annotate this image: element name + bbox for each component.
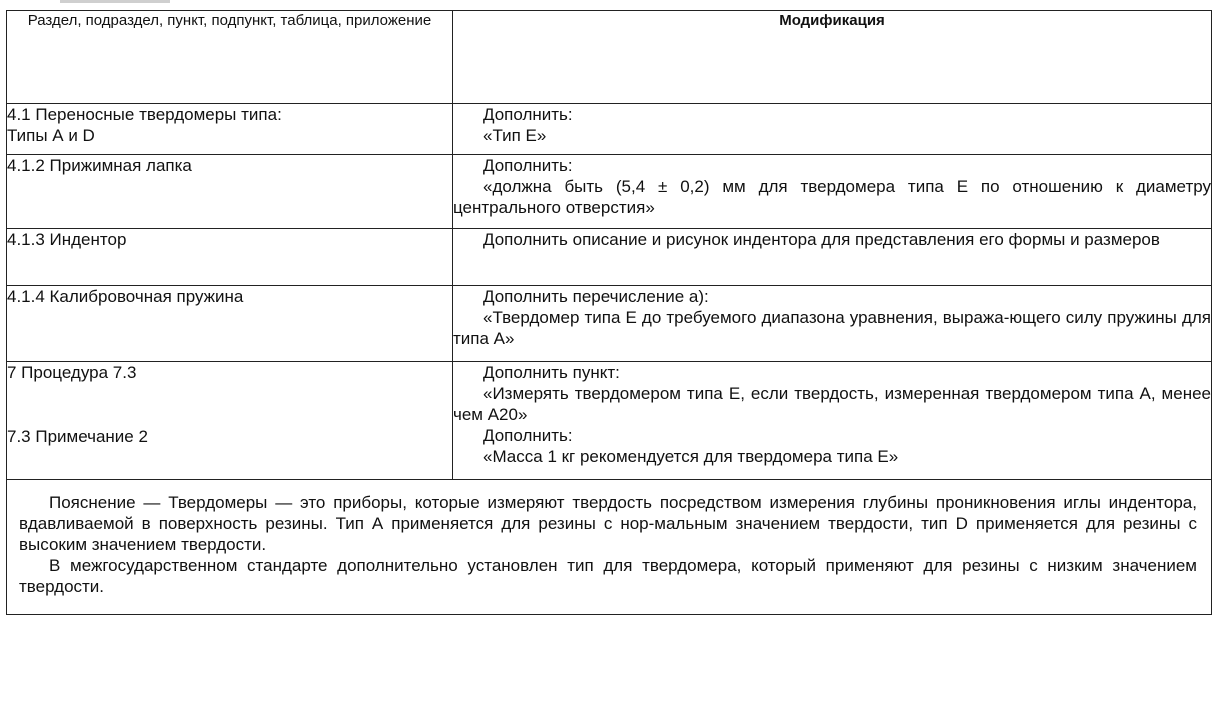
modification-text: Дополнить: xyxy=(483,426,573,445)
section-text: 4.1.3 Индентор xyxy=(7,230,127,249)
note-paragraph: Пояснение — Твердомеры — это приборы, которые измеряют твердость посредством измерения глубины проникновения иглы индентора, вдавливаемой в поверхность резины. Тип А применяется для резины с нор-мальным значением твердости, тип D применяется для резины с высоким значением твердости. xyxy=(19,493,1197,554)
section-cell xyxy=(7,155,453,229)
section-cell xyxy=(7,362,453,480)
table-row xyxy=(7,104,1212,155)
header-modification-column: Модификация xyxy=(453,11,1212,104)
modification-cell xyxy=(453,104,1212,155)
modification-text: «Измерять твердомером типа Е, если твердость, измеренная твердомером типа А, менее чем А20» xyxy=(453,384,1211,424)
note-row xyxy=(7,480,1212,615)
note-paragraph: В межгосударственном стандарте дополнительно установлен тип для твердомера, который применяют для резины с низким значением твердости. xyxy=(19,556,1197,596)
note-cell xyxy=(7,480,1212,615)
table-header-row xyxy=(7,11,1212,104)
modification-text: «должна быть (5,4 ± 0,2) мм для твердомера типа Е по отношению к диаметру центрального отверстия» xyxy=(453,177,1211,217)
section-cell xyxy=(7,229,453,286)
modification-text: Дополнить пункт: xyxy=(483,363,620,382)
section-text: 7.3 Примечание 2 xyxy=(7,427,148,446)
table-row xyxy=(7,362,1212,480)
scan-artifact xyxy=(60,0,170,3)
section-text: 7 Процедура 7.3 xyxy=(7,363,137,382)
section-text: 4.1 Переносные твердомеры типа: xyxy=(7,105,282,124)
modification-text: «Тип Е» xyxy=(483,126,547,145)
modification-table xyxy=(6,10,1212,615)
header-section-column: Раздел, подраздел, пункт, подпункт, таблица, приложение xyxy=(7,11,453,104)
modification-text: Дополнить перечисление а): xyxy=(483,287,709,306)
section-text: Типы А и D xyxy=(7,126,95,145)
modification-cell xyxy=(453,155,1212,229)
table-row xyxy=(7,229,1212,286)
table-row xyxy=(7,286,1212,362)
modification-text: «Масса 1 кг рекомендуется для твердомера типа Е» xyxy=(483,447,899,466)
section-cell xyxy=(7,286,453,362)
modification-text: Дополнить: xyxy=(483,156,573,175)
modification-text: «Твердомер типа Е до требуемого диапазона уравнения, выража-ющего силу пружины для типа А» xyxy=(453,308,1211,348)
modification-text: Дополнить описание и рисунок индентора для представления его формы и размеров xyxy=(483,230,1160,249)
section-text: 4.1.2 Прижимная лапка xyxy=(7,156,192,175)
section-text: 4.1.4 Калибровочная пружина xyxy=(7,287,244,306)
section-cell xyxy=(7,104,453,155)
modification-text: Дополнить: xyxy=(483,105,573,124)
modification-cell xyxy=(453,229,1212,286)
modification-cell xyxy=(453,362,1212,480)
table-row xyxy=(7,155,1212,229)
modification-cell xyxy=(453,286,1212,362)
